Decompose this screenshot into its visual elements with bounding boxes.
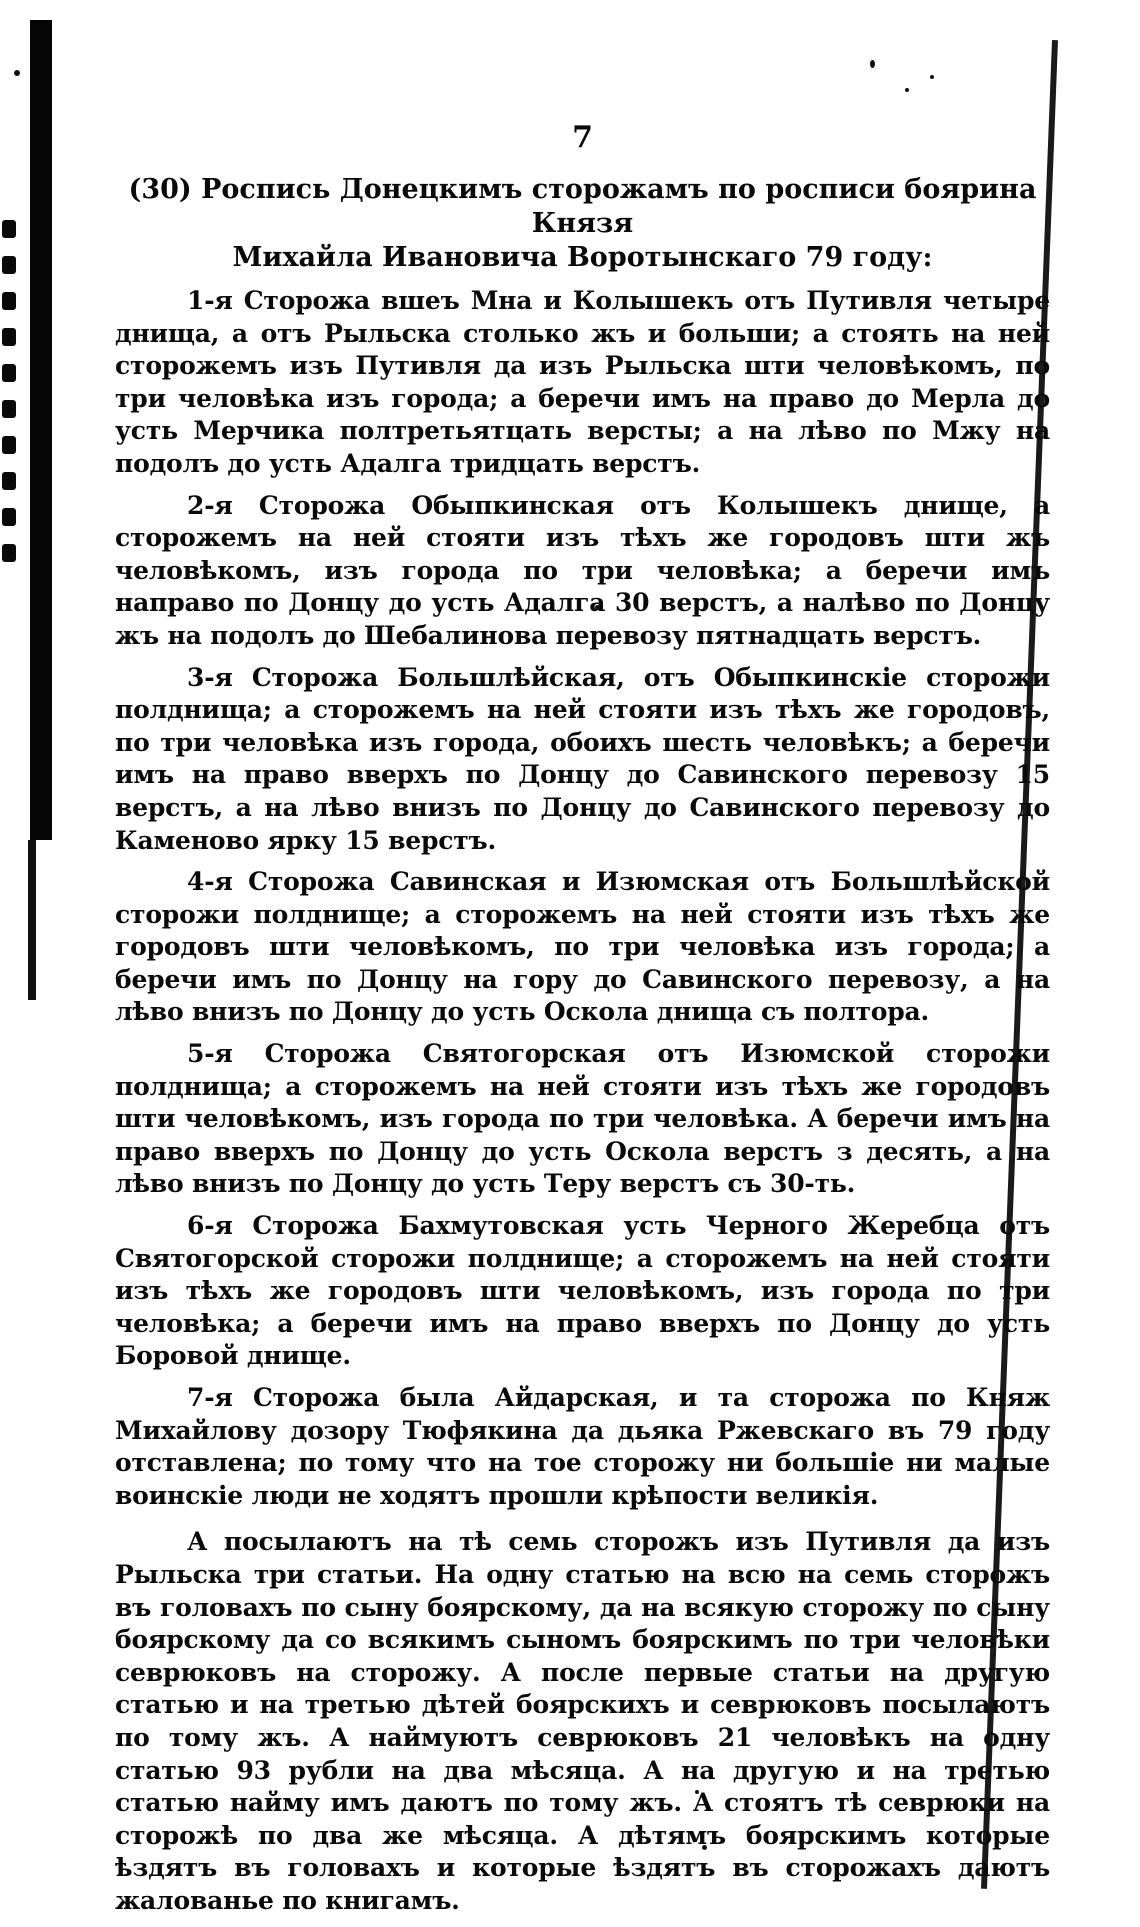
scan-speck [930,75,934,79]
scan-speck [14,70,20,76]
paragraph-4: 4-я Сторожа Савинская и Изюмская отъ Большлѣйской сторожи полднище; а сторожемъ на ней стояти изъ тѣхъ же городовъ шти человѣкомъ, по три человѣка изъ города; а беречи имъ по Донцу на гору до Савинского перевозу, а на лѣво внизъ по Донцу до усть Оскола днища съ полтора. [115,867,1050,1027]
document-heading [115,173,1050,275]
page-number: 7 [572,120,593,155]
scan-edge-shadow [30,20,52,840]
binding-marks [2,220,24,580]
document-page [115,120,1050,1927]
paragraph-6: 6-я Сторожа Бахмутовская усть Черного Жеребца отъ Святогорской сторожи полднище; а сторожемъ на ней стояти изъ тѣхъ же городовъ шти человѣкомъ, изъ города по три человѣка; а беречи имъ на право вверхъ по Донцу до усть Боровой днище. [115,1211,1050,1371]
paragraph-2: 2-я Сторожа Обыпкинская отъ Колышекъ днище, а сторожемъ на ней стояти изъ тѣхъ же городовъ шти жъ человѣкомъ, изъ города по три человѣка; а беречи имъ направо по Донцу до усть Адалга 30 верстъ, а налѣво по Донцу жъ на подолъ до Шебалинова перевозу пятнадцать верстъ. [115,490,1050,650]
paragraph-7: 7-я Сторожа была Айдарская, и та сторожа по Княж Михайлову дозору Тюфякина да дьяка Ржевскаго въ 79 году отставлена; по тому что на тое сторожу ни большіе ни малые воинскіе люди не ходятъ прошли крѣпости великія. [115,1383,1050,1510]
heading-line: Михайла Ивановича Воротынскаго 79 году: [232,242,933,273]
scan-speck [870,60,875,68]
scan-edge-shadow-lower [28,840,36,1000]
paragraph-1: 1-я Сторожа вшеъ Мна и Колышекъ отъ Путивля четыре днища, а отъ Рыльска столько жъ и больши; а стоять на ней сторожемъ изъ Путивля да изъ Рыльска шти человѣкомъ, по три человѣка изъ города; а беречи имъ на право до Мерла до усть Мерчика полтретьятцать версты; а на лѣво по Мжу на подолъ до усть Адалга тридцать верстъ. [115,286,1050,478]
heading-line: (30) Роспись Донецкимъ сторожамъ по росписи боярина Князя [128,174,1037,239]
scan-speck [905,88,909,92]
paragraph-8: А посылаютъ на тѣ семь сторожъ изъ Путивля да изъ Рыльска три статьи. На одну статью на всю на семь сторожъ въ головахъ по сыну боярскому, да на всякую сторожу по сыну боярскому да со всякимъ сыномъ боярскимъ по три человѣки севрюковъ на сторожу. А после первые статьи на другую статью и на третью дѣтей боярскихъ и севрюковъ посылаютъ по тому жъ. А наймуютъ севрюковъ 21 человѣкъ на одну статью 93 рубли на два мѣсяца. А на другую и на третью статью найму имъ даютъ по тому жъ. А стоятъ тѣ севрюки на сторожѣ по два же мѣсяца. А дѣтямъ боярскимъ которые ѣздятъ въ головахъ и которые ѣздятъ въ сторожахъ даютъ жалованье по книгамъ. [115,1527,1050,1915]
paragraph-5: 5-я Сторожа Святогорская отъ Изюмской сторожи полднища; а сторожемъ на ней стояти изъ тѣхъ же городовъ шти человѣкомъ, изъ города по три человѣка. А беречи имъ на право вверхъ по Донцу до усть Оскола верстъ з десять, а на лѣво внизъ по Донцу до усть Теру верстъ съ 30-ть. [115,1039,1050,1199]
paragraph-3: 3-я Сторожа Большлѣйская, отъ Обыпкинскіе сторожи полднища; а сторожемъ на ней стояти изъ тѣхъ же городовъ, по три человѣка изъ города, обоихъ шесть человѣкъ; а беречи имъ на право вверхъ по Донцу до Савинского перевозу 15 верстъ, а на лѣво внизъ по Донцу до Савинского перевозу до Каменово ярку 15 верстъ. [115,662,1050,855]
